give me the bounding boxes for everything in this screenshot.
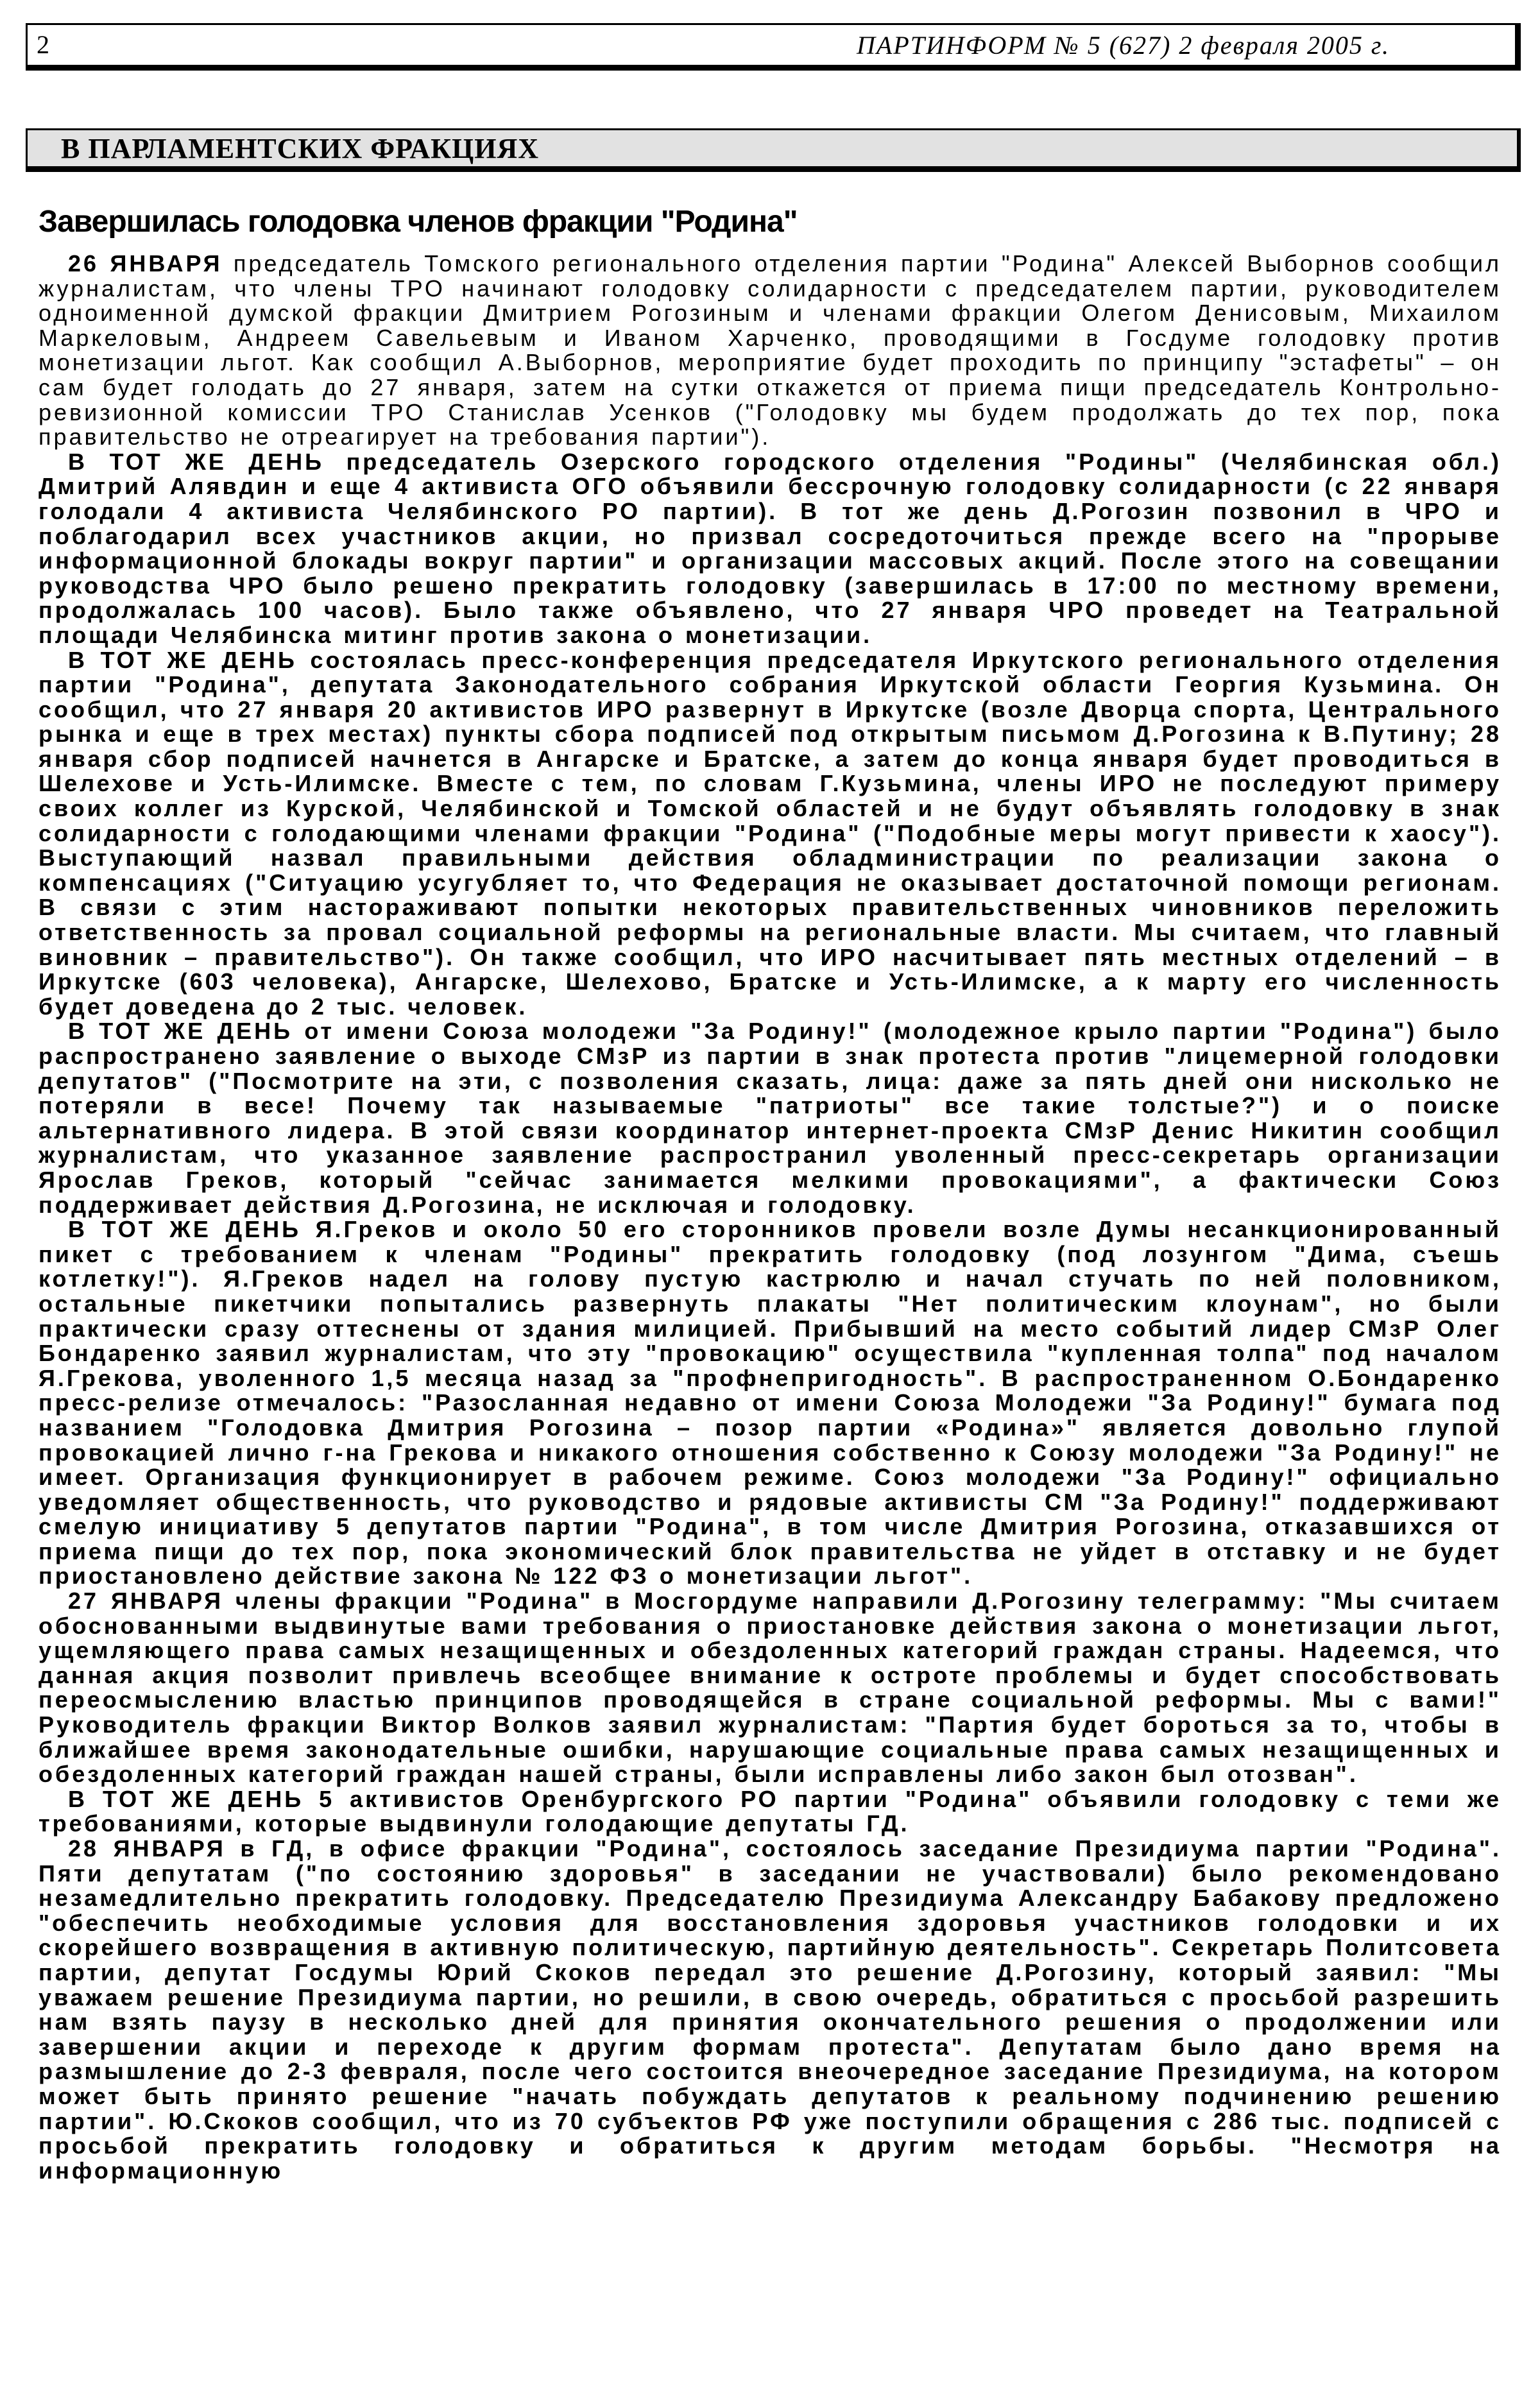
paragraph-date-lead: В ТОТ ЖЕ ДЕНЬ [68, 1785, 304, 1812]
article-paragraph [38, 1019, 1502, 1217]
article-paragraph [38, 252, 1502, 450]
page-header [26, 23, 1521, 71]
paragraph-text: 5 активистов Оренбургского РО партии "Родина" объявили голодовку с теми же требованиями, которые выдвинули голодающие депутаты ГД. [38, 1785, 1502, 1837]
section-title: В ПАРЛАМЕНТСКИХ ФРАКЦИЯХ [61, 132, 540, 164]
article-paragraph [38, 1589, 1502, 1787]
paragraph-date-lead: 28 ЯНВАРЯ [68, 1835, 226, 1862]
article-paragraph [38, 1217, 1502, 1589]
paragraph-text: председатель Томского регионального отделения партии "Родина" Алексей Выборнов сообщил журналистам, что члены ТРО начинают голодовку солидарности с председателем партии, руководителем одноименной думской фракции Дмитрием Рогозиным и членами фракции Олегом Денисовым, Михаилом Маркеловым, Андреем Савельевым и Иваном Харченко, проводящими в Госдуме голодовку против монетизации льгот. Как сообщил А.Выборнов, мероприятие будет проходить по принципу "эстафеты" – он сам будет голодать до 27 января, затем на сутки откажется от приема пищи председатель Контрольно-ревизионной комиссии ТРО Станислав Усенков ("Голодовку мы будем продолжать до тех пор, пока правительство не отреагирует на требования партии"). [38, 250, 1502, 450]
paragraph-text: члены фракции "Родина" в Мосгордуме направили Д.Рогозину телеграмму: "Мы считаем обоснованными выдвинутые вами требования о приостановке действия закона о монетизации льгот, ущемляющего права самых незащищенных и обездоленных категорий граждан страны. Надеемся, что данная акция позволит привлечь всеобщее внимание к остроте проблемы и будет способствовать переосмыслению властью принципов проводящейся в стране социальной реформы. Мы с вами!" Руководитель фракции Виктор Волков заявил журналистам: "Партия будет бороться за то, чтобы в ближайшее время законодательные ошибки, нарушающие социальные права самых незащищенных и обездоленных категорий граждан нашей страны, были исправлены либо закон был отозван". [38, 1588, 1502, 1788]
article-title: Завершилась голодовка членов фракции "Родина" [38, 205, 798, 239]
article-paragraph [38, 648, 1502, 1020]
article-body [38, 252, 1502, 2183]
paragraph-date-lead: 27 ЯНВАРЯ [68, 1588, 224, 1615]
paragraph-text: Я.Греков и около 50 его сторонников провели возле Думы несанкционированный пикет с требованием к членам "Родины" прекратить голодовку (под лозунгом "Дима, съешь котлетку!"). Я.Греков надел на голову пустую кастрюлю и начал стучать по ней половником, остальные пикетчики попытались развернуть плакаты "Нет политическим клоунам", но были практически сразу оттеснены от здания милицией. Прибывший на место событий лидер СМзР Олег Бондаренко заявил журналистам, что эту "провокацию" осуществила "купленная толпа" под началом Я.Грекова, уволенного 1,5 месяца назад за "профнепригодность". В распространенном О.Бондаренко пресс-релизе отмечалось: "Разосланная недавно от имени Союза Молодежи "За Родину!" бумага под названием "Голодовка Дмитрия Рогозина – позор партии «Родина»" является довольно глупой провокацией лично г-на Грекова и никакого отношения собственно к Союзу молодежи "За Родину!" не имеет. Организация функционирует в рабочем режиме. Союз молодежи "За Родину!" официально уведомляет общественность, что руководство и рядовые активисты СМ "За Родину!" поддерживают смелую инициативу 5 депутатов партии "Родина", в том числе Дмитрия Рогозина, отказавшихся от приема пищи до тех пор, пока экономический блок правительства не уйдет в отставку и не будет приостановлено действие закона № 122 ФЗ о монетизации льгот". [38, 1216, 1502, 1589]
article-paragraph [38, 1837, 1502, 2183]
paragraph-date-lead: 26 ЯНВАРЯ [68, 250, 223, 277]
paragraph-text: от имени Союза молодежи "За Родину!" (молодежное крыло партии "Родина") было распространено заявление о выходе СМзР из партии в знак протеста против "лицемерной голодовки депутатов" ("Посмотрите на эти, с позволения сказать, лица: даже за пять дней они нисколько не потеряли в весе! Почему так называемые "патриоты" все такие толстые?") и о поиске альтернативного лидера. В этой связи координатор интернет-проекта СМзР Денис Никитин сообщил журналистам, что указанное заявление распространил уволенный пресс-секретарь организации Ярослав Греков, который "сейчас занимается мелкими провокациями", а фактически Союз поддерживает действия Д.Рогозина, не исключая и голодовку. [38, 1018, 1502, 1218]
paragraph-date-lead: В ТОТ ЖЕ ДЕНЬ [68, 1216, 302, 1243]
paragraph-date-lead: В ТОТ ЖЕ ДЕНЬ [68, 646, 297, 673]
journal-title: ПАРТИНФОРМ № 5 (627) 2 февраля 2005 г. [856, 30, 1390, 60]
section-header [26, 128, 1521, 172]
paragraph-text: в ГД, в офисе фракции "Родина", состоялось заседание Президиума партии "Родина". Пяти депутатам ("по состоянию здоровья" в заседании не участвовали) было рекомендовано незамедлительно прекратить голодовку. Председателю Президиума Александру Бабакову предложено "обеспечить необходимые условия для восстановления здоровья участников голодовки и их скорейшего возвращения в активную политическую, партийную деятельность". Секретарь Политсовета партии, депутат Госдумы Юрий Скоков передал это решение Д.Рогозину, который заявил: "Мы уважаем решение Президиума партии, но решили, в свою очередь, обратиться с просьбой разрешить нам взять паузу в несколько дней для принятия окончательного решения о продолжении или завершении акции и переходе к другим формам протеста". Депутатам было дано время на размышление до 2-3 февраля, после чего состоится внеочередное заседание Президиума, на котором может быть принято решение "начать побуждать депутатов к реальному подчинению решению партии". Ю.Скоков сообщил, что из 70 субъектов РФ уже поступили обращения с 286 тыс. подписей с просьбой прекратить голодовку и обратиться к другим методам борьбы. "Несмотря на информационную [38, 1835, 1502, 2184]
article-paragraph [38, 1787, 1502, 1837]
paragraph-text: состоялась пресс-конференция председателя Иркутского регионального отделения партии "Родина", депутата Законодательного собрания Иркутской области Георгия Кузьмина. Он сообщил, что 27 января 20 активистов ИРО развернут в Иркутске (возле Дворца спорта, Центрального рынка и еще в трех местах) пункты сбора подписей под открытым письмом Д.Рогозина к В.Путину; 28 января сбор подписей начнется в Ангарске и Братске, а затем до конца января будет проводиться в Шелехове и Усть-Илимске. Вместе с тем, по словам Г.Кузьмина, члены ИРО не последуют примеру своих коллег из Курской, Челябинской и Томской областей и не будут объявлять голодовку в знак солидарности с голодающими членами фракции "Родина" ("Подобные меры могут привести к хаосу"). Выступающий назвал правильными действия обладминистрации по реализации закона о компенсациях ("Ситуацию усугубляет то, что Федерация не оказывает достаточной помощи регионам. В связи с этим настораживают попытки некоторых правительственных чиновников переложить ответственность за провал социальной реформы на региональные власти. Мы считаем, что главный виновник – правительство"). Он также сообщил, что ИРО насчитывает пять местных отделений – в Иркутске (603 человека), Ангарске, Шелехово, Братске и Усть-Илимске, а к марту его численность будет доведена до 2 тыс. человек. [38, 646, 1502, 1020]
paragraph-text: председатель Озерского городского отделения "Родины" (Челябинская обл.) Дмитрий Алявдин и еще 4 активиста ОГО объявили бессрочную голодовку солидарности (с 22 января голодали 4 активиста Челябинского РО партии). В тот же день Д.Рогозин позвонил в ЧРО и поблагодарил всех участников акции, но призвал сосредоточиться прежде всего на "прорыве информационной блокады вокруг партии" и организации массовых акций. После этого на совещании руководства ЧРО было решено прекратить голодовку (завершилась в 17:00 по местному времени, продолжалась 100 часов). Было также объявлено, что 27 января ЧРО проведет на Театральной площади Челябинска митинг против закона о монетизации. [38, 448, 1502, 648]
paragraph-date-lead: В ТОТ ЖЕ ДЕНЬ [68, 448, 324, 475]
paragraph-date-lead: В ТОТ ЖЕ ДЕНЬ [68, 1018, 293, 1045]
article-paragraph [38, 450, 1502, 648]
page-number: 2 [37, 30, 49, 59]
